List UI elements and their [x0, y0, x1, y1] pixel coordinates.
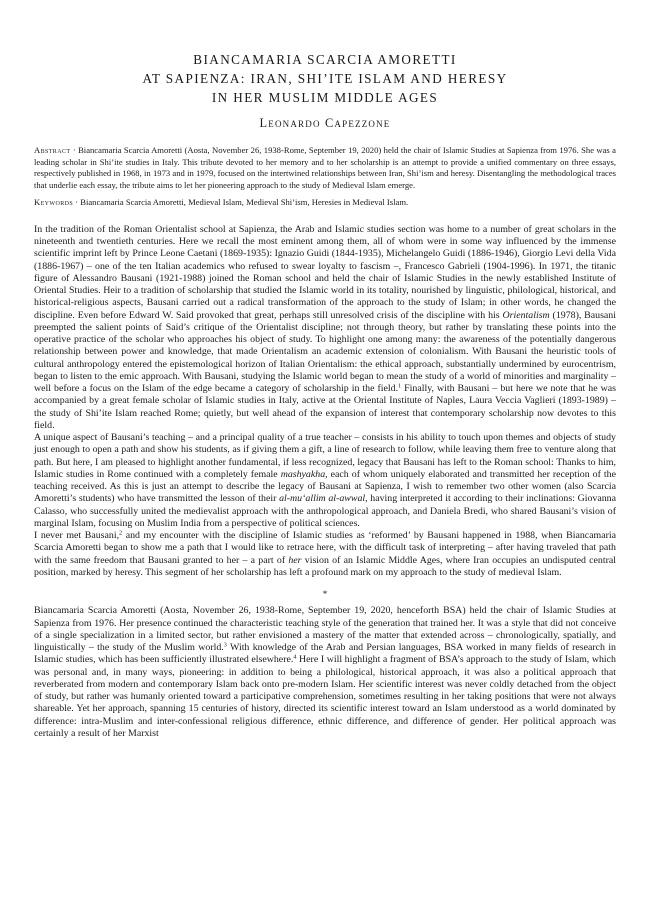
- abstract-text: Biancamaria Scarcia Amoretti (Aosta, November 26, 1938-Rome, September 19, 2020) held the chair of Islamic Studies at Sapienza from 1976. She was a leading scholar in Shi’ite studies in Italy. This tribute devoted to her memory and to her scholarship is an attempt to provide a unified commentary on three essays, respectively published in 1968, in 1973 and in 1979, focused on the intertwined relationships between Iran, Shi’ism and heresy. Disentangling the methodological traces that underlie each essay, the tribute aims to let her pioneering approach to the study of Medieval Islam emerge.: [34, 145, 616, 190]
- paragraph-4-text-a: Biancamaria Scarcia Amoretti (Aosta, November 26, 1938-Rome, September 19, 2020, henceforth BSA) held the chair of Islamic Studies at Sapienza from 1976. Her presence continued the characteristic teaching style of the generation that trained her. It was a style that did not conceive of a single specialization in a limited sector, but rather envisioned a mastery of the matter that extended across – chronologically, spatially, and linguistically – the study of the Muslim world.: [34, 605, 616, 654]
- paragraph-1-text-b: (1978), Bausani preempted the salient points of Said’s critique of the Orientalist discipline; not through theory, but rather by translating these points into the operative practice of the scholar who approaches his object of study. To highlight one among many: the awareness of the potentially dangerous relationship between power and knowledge, that made Orientalism an academic extension of colonialism. With Bausani the heuristic tools of cultural anthropology entered the epistemological horizon of Italian Orientalism: the ethical approach, substantially undermined by eurocentrism, began to listen to the emic approach. With Bausani, studying the Islamic world began to mean the study of a world of minorities and marginality – well before a focus on the Islam of the edge became a category of scholarship in the field.: [34, 309, 616, 395]
- author-name: Leonardo Capezzone: [259, 116, 391, 130]
- title-line-3: IN HER MUSLIM MIDDLE AGES: [211, 90, 439, 105]
- paragraph-3-text-a: I never met Bausani,: [34, 530, 120, 542]
- footnote-ref-1[interactable]: 1: [398, 382, 402, 390]
- paragraph-1-text-c: Finally, with Bausani – but here we note that he was accompanied by a great female scholar of Islamic studies in Italy, active at the Oriental Institute of Naples, Laura Veccia Vaglieri (1893-1989) – the study of Shi’ite Islam reached Rome; quietly, but well ahead of the expansion of interest that contemporary scholarship now devotes to this field.: [34, 383, 616, 431]
- paragraph-4: [34, 605, 616, 740]
- paragraph-1: [34, 224, 616, 432]
- title-line-1: BIANCAMARIA SCARCIA AMORETTI: [193, 52, 457, 67]
- section-separator: *: [322, 589, 328, 600]
- paragraph-4-text-c: Here I will highlight a fragment of BSA’s approach to the study of Islam, which was personal and, in many ways, pioneering: in addition to being a philological, historical approach, it was also a political approach that reverberated from modern and contemporary Islam back onto pre-modern Islam. Her scientific interest was never coldly detached from the object of study, but rather was humanly oriented toward a participative comprehension, sometimes resulting in her taking positions that were not always shareable. Yet her approach, spanning 15 centuries of history, directed its scientific interest toward an Islam understood as a world dominated by difference: intra-Muslim and inter-confessional religious difference, ethnic difference, and difference of gender. Her political approach was certainly a result of her Marxist: [34, 654, 616, 739]
- abstract-separator: ·: [70, 145, 79, 155]
- keywords: [34, 197, 616, 209]
- footnote-ref-3[interactable]: 3: [223, 641, 227, 649]
- term-al-mu-allim-al-awwal: al-mu‘allim al-awwal: [279, 493, 366, 505]
- footnote-ref-4[interactable]: 4: [293, 653, 297, 661]
- article-body: [34, 224, 616, 740]
- term-mashyakha: mashyakha: [280, 468, 326, 480]
- emphasis-her: her: [288, 554, 302, 566]
- article-title: [34, 50, 616, 107]
- footnote-ref-2[interactable]: 2: [119, 529, 123, 537]
- title-line-2: AT SAPIENZA: IRAN, SHI’ITE ISLAM AND HERESY: [142, 71, 508, 86]
- book-title-orientalism: Orientalism: [502, 309, 550, 321]
- paragraph-1-text-a: In the tradition of the Roman Orientalist school at Sapienza, the Arab and Islamic studies section was home to a number of great scholars in the nineteenth and twentieth centuries. Here we recall the most eminent among them, all of whom were in some way influenced by the immense scientific imprint left by Prince Leone Caetani (1869-1935): Ignazio Guidi (1844-1935), Michelangelo Guidi (1886-1946), Giorgio Levi della Vida (1886-1967) – one of the ten Italian academics who refused to swear loyalty to fascism –, Francesco Gabrieli (1904-1996). In 1971, the titanic figure of Alessandro Bausani (1921-1988) joined the Roman school and held the chair of Islamic Studies in the newly established Institute of Oriental Studies. Heir to a tradition of scholarship that studied the Islamic world in its totality, nourished by linguistic, philological, historical, and historical-religious aspects, Bausani carried out a radical transformation of the approach to the study of Islam; in other words, he changed the discipline. Even before Edward W. Said provoked that great, perhaps still unresolved crisis of the discipline with his: [34, 223, 616, 321]
- paragraph-2-text-a: A unique aspect of Bausani’s teaching – and a principal quality of a true teacher – consists in his ability to touch upon themes and objects of study just enough to open a path and show his students, as if giving them a gift, a line of research to follow, while leaving them free to venture along that path. But here, I am pleased to highlight another fundamental, if less recognized, legacy that Bausani has left to the Roman school: Thanks to him, Islamic studies in Rome continued with a completely female: [34, 432, 616, 480]
- keywords-separator: ·: [73, 197, 81, 208]
- paragraph-2-text-c: , having interpreted it according to their inclinations: Giovanna Calasso, who successfully united the medievalist approach with the anthropological approach, and Daniela Bredi, who shared Bausani’s vision of marginal Islam, focusing on Muslim India from a perspective of political sciences.: [34, 493, 616, 529]
- paragraph-2: [34, 432, 616, 530]
- abstract: [34, 145, 616, 191]
- keywords-text: Biancamaria Scarcia Amoretti, Medieval Islam, Medieval Shi’ism, Heresies in Medieval Islam.: [80, 197, 409, 208]
- paragraph-3-text-c: vision of an Islamic Middle Ages, where Iran occupies an undisputed central position, marked by heresy. This segment of her scholarship has left a profound mark on my approach to the study of medieval Islam.: [34, 554, 616, 578]
- paragraph-3: [34, 530, 616, 579]
- paragraph-2-text-b: , each of whom uniquely elaborated and transmitted her reception of the teaching received. As this is just an attempt to describe the legacy of Bausani at Sapienza, I wish to remember two other women (also Scarcia Amoretti’s students) who have transmitted the lesson of their: [34, 468, 616, 505]
- paragraph-4-text-b: With knowledge of the Arab and Persian languages, BSA worked in many fields of research in Islamic studies, which has been sufficiently illustrated elsewhere.: [34, 642, 616, 666]
- paragraph-3-text-b: and my encounter with the discipline of Islamic studies as ‘reformed’ by Bausani happened in 1988, when Biancamaria Scarcia Amoretti began to show me a path that I would like to retrace here, with the difficult task of interpreting – after having traveled that path with the same freedom that Bausani granted to her – a part of: [34, 530, 617, 566]
- abstract-label: Abstract: [34, 145, 71, 155]
- keywords-label: Keywords: [34, 197, 74, 208]
